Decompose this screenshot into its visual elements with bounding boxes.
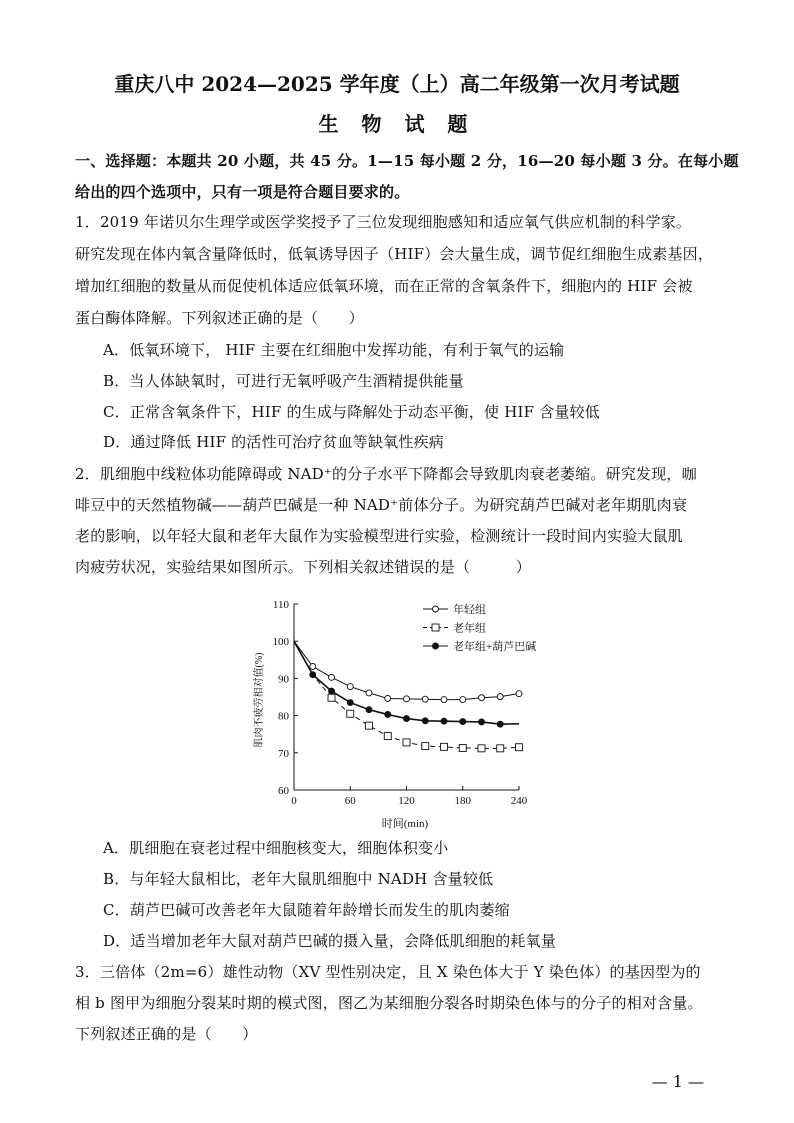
question-1-option-b: B．当人体缺氧时，可进行无氧呼吸产生酒精提供能量 [103,372,464,390]
question-2-stem: 啡豆中的天然植物碱——葫芦巴碱是一种 NAD⁺前体分子。为研究葫芦巴碱对老年期肌肉衰 [75,496,688,514]
question-1-option-a: A．低氧环境下， HIF 主要在红细胞中发挥功能，有利于氧气的运输 [103,341,565,359]
question-2-option-a: A．肌细胞在衰老过程中细胞核变大，细胞体积变小 [103,839,449,857]
data-point [310,663,316,669]
legend-marker [433,606,439,612]
question-1-option-c: C．正常含氧条件下，HIF 的生成与降解处于动态平衡，使 HIF 含量较低 [103,403,601,421]
data-point [479,695,485,701]
question-1-stem: 1．2019 年诺贝尔生理学或医学奖授予了三位发现细胞感知和适应氧气供应机制的科学家。 [75,213,692,231]
exam-title: 重庆八中 2024—2025 学年度（上）高二年级第一次月考试题 [114,72,680,96]
data-point [497,694,503,700]
data-point [385,711,391,717]
question-2-stem: 肉疲劳状况，实验结果如图所示。下列相关叙述错误的是（ ） [75,558,532,576]
data-point [459,744,466,751]
legend-label: 老年组 [453,622,486,635]
data-point [441,743,448,750]
legend-label: 年轻组 [453,604,486,616]
legend-marker [432,624,439,631]
legend-marker [433,643,439,649]
data-point [441,697,447,703]
data-point [516,691,522,697]
question-1-option-d: D．通过降低 HIF 的活性可治疗贫血等缺氧性疾病 [103,433,444,451]
data-point [422,696,428,702]
series-line [294,641,519,724]
section-heading: 一、选择题：本题共 20 小题，共 45 分。1—15 每小题 2 分，16—20 每小题 3 分。在每小题 [75,152,739,170]
question-3-stem: 相 b 图甲为细胞分裂某时期的模式图，图乙为某细胞分裂各时期染色体与的分子的相对含量。 [75,994,703,1012]
data-point [310,672,316,678]
data-point [385,695,391,701]
question-2-option-d: D．适当增加老年大鼠对葫芦巴碱的摄入量，会降低肌细胞的耗氧量 [103,932,557,950]
question-1-stem: 增加红细胞的数量从而促使机体适应低氧环境，而在正常的含氧条件下，细胞内的 HIF 会被 [75,277,693,295]
y-tick-label: 80 [278,710,289,723]
data-point [329,674,335,680]
data-point [460,719,466,725]
data-point [497,721,503,727]
question-2-stem: 2．肌细胞中线粒体功能障碍或 NAD⁺的分子水平下降都会导致肌肉衰老萎缩。研究发现，咖 [75,465,697,483]
x-tick-label: 120 [398,795,415,807]
question-1-stem: 研究发现在体内氧含量降低时，低氧诱导因子（HIF）会大量生成，调节促红细胞生成素基因， [75,245,714,263]
legend-label: 老年组+葫芦巴碱 [453,641,537,653]
data-point [347,684,353,690]
data-point [328,694,335,701]
data-point [422,743,429,750]
data-point [460,697,466,703]
page-number: — 1 — [651,1072,704,1091]
y-tick-label: 70 [278,747,289,760]
question-3-stem: 下列叙述正确的是（ ） [75,1025,258,1043]
section-heading: 给出的四个选项中，只有一项是符合题目要求的。 [75,183,410,201]
data-point [347,700,353,706]
y-tick-label: 90 [278,673,289,686]
data-point [422,718,428,724]
data-point [329,688,335,694]
y-tick-label: 110 [272,599,289,611]
data-point [478,745,485,752]
data-point [347,710,354,717]
data-point [366,707,372,713]
x-tick-label: 240 [510,795,528,807]
data-point [404,716,410,722]
data-point [404,696,410,702]
subject-title: 生 物 试 题 [318,112,476,136]
data-point [497,745,504,752]
data-point [403,739,410,746]
x-axis-label: 时间(min) [381,818,429,830]
x-tick-label: 0 [291,795,297,807]
question-3-stem: 3．三倍体（2m=6）雄性动物（XV 型性别决定，且 X 染色体大于 Y 染色体）的基因型为的 [75,963,701,981]
data-point [516,744,523,751]
question-1-stem: 蛋白酶体降解。下列叙述正确的是（ ） [75,309,364,327]
data-point [366,722,373,729]
chart-series [294,641,523,752]
y-tick-label: 60 [278,785,289,797]
x-tick-label: 60 [344,795,356,807]
data-point [479,719,485,725]
x-tick-label: 180 [454,795,471,807]
question-2-option-c: C．葫芦巴碱可改善老年大鼠随着年龄增长而发生的肌肉萎缩 [103,901,510,919]
y-tick-label: 100 [272,636,289,649]
data-point [441,718,447,724]
chart-legend [423,602,536,653]
data-point [384,733,391,740]
question-2-stem: 老的影响，以年轻大鼠和老年大鼠作为实验模型进行实验，检测统计一段时间内实验大鼠肌 [75,527,684,545]
muscle-fatigue-chart [250,595,550,835]
y-axis-label: 肌肉不疲劳相对值(%) [254,652,265,748]
data-point [366,690,372,696]
question-2-option-b: B．与年轻大鼠相比，老年大鼠肌细胞中 NADH 含量较低 [103,870,494,888]
chart-axes [273,599,528,807]
